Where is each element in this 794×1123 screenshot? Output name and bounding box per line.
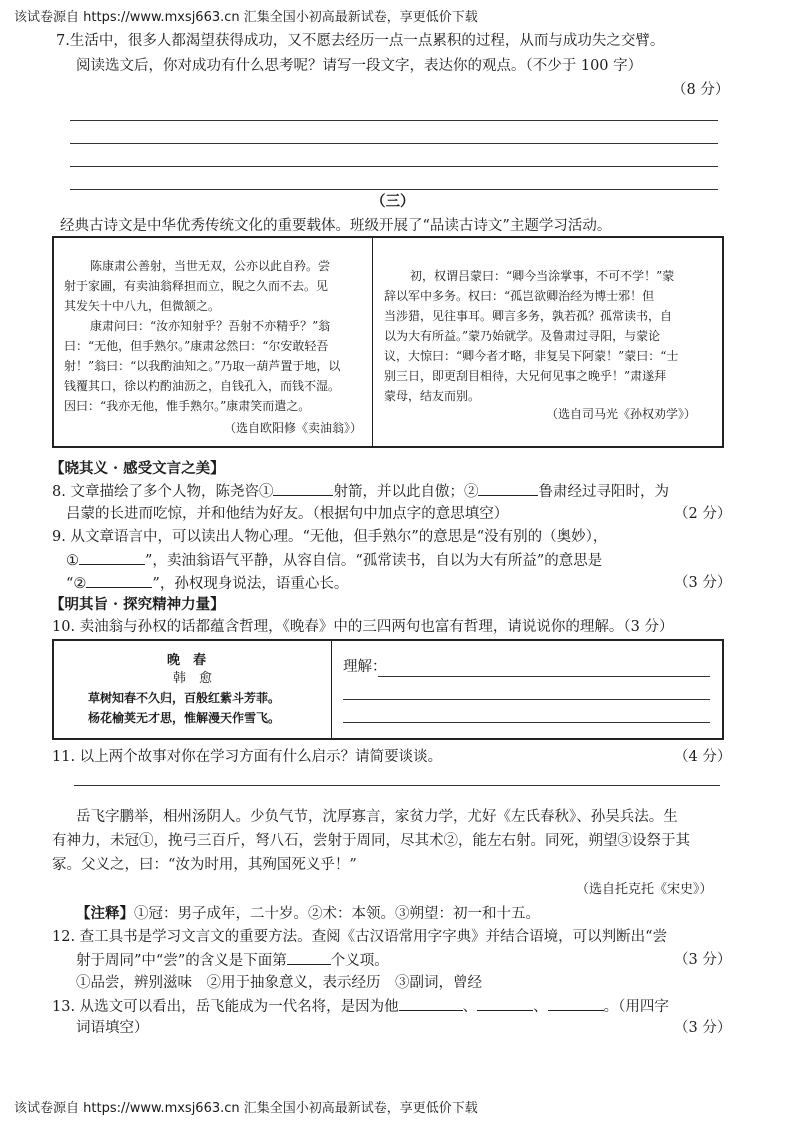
poem-author: 韩 愈 xyxy=(173,671,213,686)
q9-line2 xyxy=(66,549,602,572)
header-watermark: 该试卷源自 https://www.mxsj663.cn 汇集全国小初高最新试卷，享更低价下载 xyxy=(14,10,478,25)
q8-score: （2 分） xyxy=(674,506,732,522)
answer-line[interactable] xyxy=(74,785,720,786)
answer-line[interactable] xyxy=(343,699,710,700)
q8-line2: 吕蒙的长进而吃惊，并和他结为好友。（根据句中加点字的意思填空） xyxy=(66,506,509,522)
footer-watermark: 该试卷源自 https://www.mxsj663.cn 汇集全国小初高最新试卷，享更低价下载 xyxy=(14,1101,478,1116)
q13-line1 xyxy=(52,995,669,1018)
passage3-line2: 有神力，未冠①，挽弓三百斤，弩八石，尝射于周同，尽其术②，能左右射。同死，朔望③设祭于其 xyxy=(52,833,690,849)
q12-text-a: 射于周同”中“尝”的含义是下面第 xyxy=(76,953,287,969)
q12-blank[interactable] xyxy=(287,949,331,965)
q8-text-b: 射箭，并以此自傲；② xyxy=(333,484,479,500)
q11-score: （4 分） xyxy=(674,749,732,765)
poem-title: 晚 春 xyxy=(167,653,207,668)
q13-sep-1: 、 xyxy=(462,999,478,1015)
q8-blank-1[interactable] xyxy=(273,480,333,496)
q8-text-c: 鲁肃经过寻阳时，为 xyxy=(538,484,669,500)
section-heading: （三） xyxy=(371,193,415,210)
q11-text: 11. 以上两个故事对你在学习方面有什么启示？请简要谈谈。 xyxy=(52,749,443,765)
passage-left-line: 曰：“无他，但手熟尔。”康肃忿然曰：“尔安敢轻吾 xyxy=(64,339,329,353)
passage-right-line: 别三日，即更刮目相待，大兄何见事之晚乎！”肃遂拜 xyxy=(384,369,667,383)
q8-text-a: 8. 文章描绘了多个人物，陈尧咨① xyxy=(52,484,274,500)
answer-line[interactable] xyxy=(70,120,718,121)
q13-blank-2[interactable] xyxy=(477,995,533,1011)
passage-right xyxy=(384,266,678,406)
q9-marker-2: “② xyxy=(66,576,87,592)
q12-line2 xyxy=(76,949,389,972)
passage-right-line: 当涉猎，见往事耳。卿言多务，孰若孤？孤常读书，自 xyxy=(384,309,673,323)
passage-left-line: 射！”翁曰：“以我酌油知之。”乃取一葫芦置于地，以 xyxy=(64,359,341,373)
passage3-line1: 岳飞字鹏举，相州汤阴人。少负气节，沈厚寡言，家贫力学，尤好《左氏春秋》、孙吴兵法。生 xyxy=(76,809,678,825)
q9-line3 xyxy=(66,572,348,595)
poem-divider xyxy=(331,639,332,740)
passage-right-line: 议，大惊曰：“卿今者才略，非复吴下阿蒙！”蒙曰：“士 xyxy=(384,349,679,363)
q13-text-a: 13. 从选文可以看出，岳飞能成为一代名将，是因为他 xyxy=(52,999,399,1015)
answer-line[interactable] xyxy=(343,722,710,723)
q12-score: （3 分） xyxy=(674,952,732,968)
q9-score: （3 分） xyxy=(674,575,732,591)
passage-left xyxy=(64,256,340,416)
q13-score: （3 分） xyxy=(674,1020,732,1036)
passage3-source: （选自托克托《宋史》） xyxy=(576,882,713,897)
answer-line[interactable] xyxy=(70,189,718,190)
q13-text-b: 。（用四字 xyxy=(603,999,669,1015)
q7-line1: 7.生活中，很多人都渴望获得成功，又不愿去经历一点一点累积的过程，从而与成功失之交臂。 xyxy=(56,33,665,49)
poem-line-2: 杨花榆荚无才思，惟解漫天作雪飞。 xyxy=(88,711,281,725)
passage-left-source: （选自欧阳修《卖油翁》） xyxy=(224,421,363,435)
q12-line1: 12. 查工具书是学习文言文的重要方法。查阅《古汉语常用字字典》并结合语境，可以判断出“尝 xyxy=(52,929,668,945)
passage-right-line: 蒙母，结友而别。 xyxy=(384,389,481,403)
passage-left-line: 陈康肃公善射，当世无双，公亦以此自矜。尝 xyxy=(90,259,331,273)
q13-line2: 词语填空） xyxy=(76,1020,149,1036)
section-intro: 经典古诗文是中华优秀传统文化的重要载体。班级开展了“品读古诗文”主题学习活动。 xyxy=(60,218,612,234)
passage-right-line: 初，权谓吕蒙曰：“卿今当涂掌事，不可不学！”蒙 xyxy=(410,269,675,283)
passage-left-line: 射于家圃，有卖油翁释担而立，睨之久而不去。见 xyxy=(64,279,329,293)
passage-left-line: 钱覆其口，徐以杓酌油沥之，自钱孔入，而钱不湿。 xyxy=(64,379,341,393)
q7-line2: 阅读选文后，你对成功有什么思考呢？请写一段文字，表达你的观点。（不少于 100 字） xyxy=(76,58,643,74)
passage-left-line: 康肃问曰：“汝亦知射乎？吾射不亦精乎？”翁 xyxy=(90,319,331,333)
q9-text-3: ”，孙权现身说法，语重心长。 xyxy=(152,576,349,592)
passage-left-line: 因曰：“我亦无他，惟手熟尔。”康肃笑而遣之。 xyxy=(64,399,311,413)
q13-blank-3[interactable] xyxy=(548,995,604,1011)
q12-options: ①品尝，辨别滋味 ②用于抽象意义，表示经历 ③副词，曾经 xyxy=(76,975,482,991)
q8-line1 xyxy=(52,480,669,503)
notes-label: 【注释】 xyxy=(76,905,134,922)
part1-header: 【晓其义 · 感受文言之美】 xyxy=(50,460,225,477)
q13-sep-2: 、 xyxy=(533,999,548,1015)
passage-divider xyxy=(372,236,373,448)
q8-blank-2[interactable] xyxy=(478,480,538,496)
passage-right-line: 以为大有所益。”蒙乃始就学。及鲁肃过寻阳，与蒙论 xyxy=(384,329,661,343)
answer-line[interactable] xyxy=(70,143,718,144)
passage-left-line: 其发矢十中八九，但微颔之。 xyxy=(64,299,221,313)
q9-line1: 9. 从文章语言中，可以读出人物心理。“无他，但手熟尔”的意思是“没有别的（奥妙）， xyxy=(52,529,608,545)
answer-line[interactable] xyxy=(378,676,710,677)
passage3-line3: 冢。父义之，曰：“汝为时用，其殉国死义乎！” xyxy=(52,857,357,873)
q7-score: （8 分） xyxy=(672,82,730,98)
answer-line[interactable] xyxy=(70,166,718,167)
passage-right-line: 辞以军中多务。权曰：“孤岂欲卿治经为博士邪！但 xyxy=(384,289,655,303)
notes-text: ①冠：男子成年，二十岁。②术：本领。③朔望：初一和十五。 xyxy=(134,906,540,922)
q12-text-b: 个义项。 xyxy=(330,953,389,969)
q9-blank-1[interactable] xyxy=(79,549,145,565)
part2-header: 【明其旨 · 探究精神力量】 xyxy=(50,596,225,613)
q9-marker-1: ① xyxy=(66,553,79,569)
q9-blank-2[interactable] xyxy=(86,572,152,588)
q13-blank-1[interactable] xyxy=(399,995,463,1011)
answer-label: 理解： xyxy=(343,659,387,675)
q10-text: 10. 卖油翁与孙权的话都蕴含哲理，《晚春》中的三四两句也富有哲理，请说说你的理解。（3 分） xyxy=(52,619,674,635)
poem-line-1: 草树知春不久归，百般红紫斗芳菲。 xyxy=(88,691,281,705)
notes xyxy=(76,903,540,925)
passage-right-source: （选自司马光《孙权劝学》） xyxy=(546,407,697,421)
q9-text-2: ”，卖油翁语气平静，从容自信。“孤常读书，自以为大有所益”的意思是 xyxy=(145,553,603,569)
